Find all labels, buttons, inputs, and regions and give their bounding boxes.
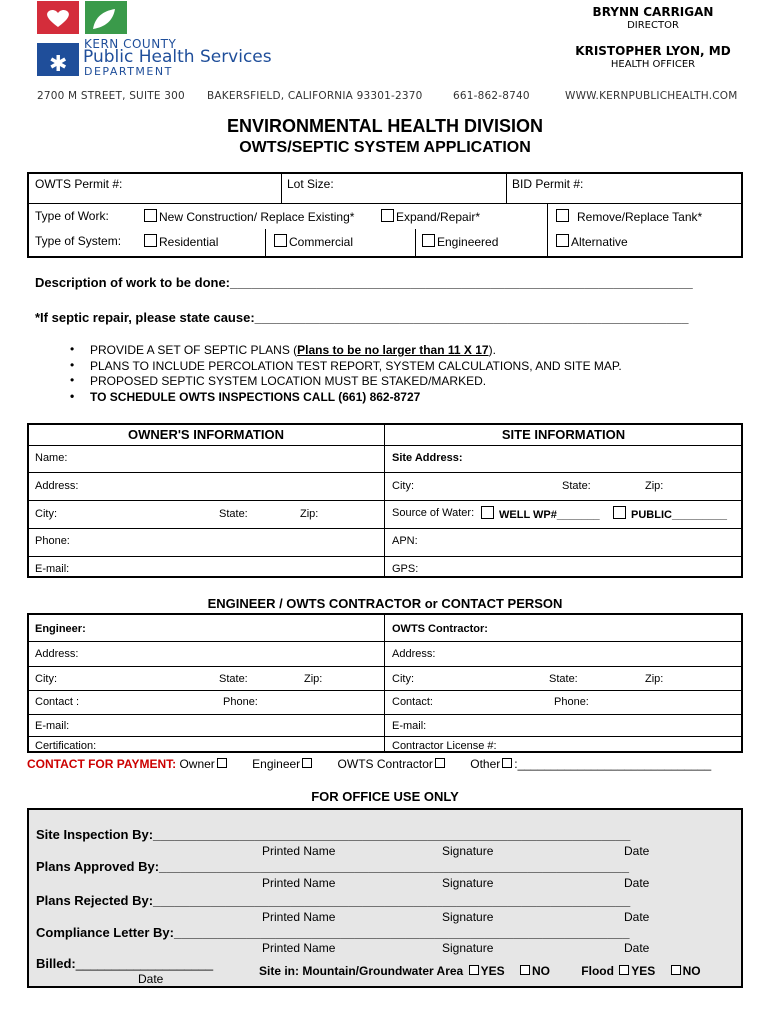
office-use-title: FOR OFFICE USE ONLY [311, 789, 459, 804]
plans-rejected-field[interactable]: Plans Rejected By:__________________________________________________________________ [36, 893, 631, 908]
checkbox-icon [144, 234, 157, 247]
owner-info-header: OWNER'S INFORMATION [128, 427, 284, 442]
logo-star-square [37, 43, 79, 76]
page-subtitle: OWTS/SEPTIC SYSTEM APPLICATION [239, 139, 531, 156]
engineer-contact-field[interactable]: Contact : [35, 696, 80, 708]
checkbox-icon [520, 965, 530, 975]
owner-zip-field[interactable]: Zip: [300, 508, 319, 520]
site-area-row [259, 964, 701, 978]
checkbox-icon [274, 234, 287, 247]
engineer-city-field[interactable]: City: [35, 673, 57, 685]
logo-leaf-square [85, 1, 127, 34]
logo-line3: DEPARTMENT [84, 65, 173, 78]
date-label: Date [624, 910, 650, 924]
engineer-address-field[interactable]: Address: [35, 648, 79, 660]
area-yes-checkbox[interactable]: YES [467, 964, 505, 978]
date-label: Date [624, 941, 650, 955]
engineer-phone-field[interactable]: Phone: [223, 696, 258, 708]
contractor-email-field[interactable]: E-mail: [392, 720, 427, 732]
work-expand-repair-checkbox[interactable]: Expand/Repair* [381, 209, 480, 224]
site-info-header: SITE INFORMATION [501, 427, 626, 442]
director-name: BRYNN CARRIGAN [592, 5, 714, 19]
certification-field[interactable]: Certification: [35, 740, 97, 752]
payment-other-checkbox[interactable]: Other :_____________________________ [470, 757, 712, 771]
checkbox-icon [435, 758, 445, 768]
gps-field[interactable]: GPS: [392, 563, 419, 575]
owner-phone-field[interactable]: Phone: [35, 535, 70, 547]
instructions-list [70, 343, 622, 405]
contractor-field[interactable]: OWTS Contractor: [392, 623, 488, 635]
owts-permit-field[interactable]: OWTS Permit #: [35, 177, 123, 191]
contractor-city-field[interactable]: City: [392, 673, 414, 685]
owner-state-field[interactable]: State: [219, 508, 248, 520]
list-item: • PROPOSED SEPTIC SYSTEM LOCATION MUST BE STAKED/MARKED. [70, 374, 622, 390]
engineer-box [27, 613, 743, 753]
type-of-system-label: Type of System: [35, 234, 122, 248]
type-of-work-label: Type of Work: [35, 209, 109, 223]
contractor-zip-field[interactable]: Zip: [645, 673, 664, 685]
checkbox-icon [302, 758, 312, 768]
flood-no-checkbox[interactable]: NO [669, 964, 701, 978]
payment-owner-checkbox[interactable]: Owner [179, 757, 228, 771]
system-engineered-checkbox[interactable]: Engineered [422, 234, 498, 249]
plans-approved-field[interactable]: Plans Approved By:_________________________________________________________________ [36, 859, 629, 874]
signature-label: Signature [442, 844, 494, 858]
site-zip-field[interactable]: Zip: [645, 480, 664, 492]
page-title: ENVIRONMENTAL HEALTH DIVISION [226, 116, 543, 136]
owner-name-field[interactable]: Name: [35, 452, 68, 464]
payment-contractor-checkbox[interactable]: OWTS Contractor [338, 757, 447, 771]
work-new-construction-checkbox[interactable]: New Construction/ Replace Existing* [144, 209, 354, 224]
flood-yes-checkbox[interactable]: YES [617, 964, 655, 978]
heart-icon [37, 1, 79, 34]
public-checkbox[interactable]: PUBLIC_________ [613, 506, 727, 521]
printed-name-label: Printed Name [262, 844, 336, 858]
checkbox-icon [619, 965, 629, 975]
engineer-field[interactable]: Engineer: [35, 623, 86, 635]
checkbox-icon [502, 758, 512, 768]
header-city: BAKERSFIELD, CALIFORNIA 93301-2370 [207, 90, 423, 102]
list-item: • PROVIDE A SET OF SEPTIC PLANS (Plans to be no larger than 11 X 17). [70, 343, 622, 359]
header-website: WWW.KERNPUBLICHEALTH.COM [565, 90, 738, 102]
leaf-icon [85, 1, 127, 34]
contractor-license-field[interactable]: Contractor License #: [392, 740, 497, 752]
checkbox-icon [469, 965, 479, 975]
logo-line1: KERN COUNTY [84, 37, 177, 51]
checkbox-icon [381, 209, 394, 222]
signature-label: Signature [442, 876, 494, 890]
owner-address-field[interactable]: Address: [35, 480, 79, 492]
area-no-checkbox[interactable]: NO [518, 964, 550, 978]
checkbox-icon [144, 209, 157, 222]
checkbox-icon [671, 965, 681, 975]
date-label: Date [624, 844, 650, 858]
owner-city-field[interactable]: City: [35, 508, 57, 520]
printed-name-label: Printed Name [262, 941, 336, 955]
director-title: DIRECTOR [627, 20, 679, 31]
signature-label: Signature [442, 941, 494, 955]
printed-name-label: Printed Name [262, 876, 336, 890]
svg-text:✱: ✱ [49, 52, 68, 76]
system-residential-checkbox[interactable]: Residential [144, 234, 218, 249]
payment-label: CONTACT FOR PAYMENT: [27, 757, 177, 771]
billed-field[interactable]: Billed:___________________ [36, 956, 214, 971]
checkbox-icon [217, 758, 227, 768]
site-area-label: Site in: Mountain/Groundwater Area [259, 964, 464, 978]
signature-label: Signature [442, 910, 494, 924]
compliance-letter-field[interactable]: Compliance Letter By:_______________________________________________________________ [36, 925, 630, 940]
contractor-state-field[interactable]: State: [549, 673, 578, 685]
checkbox-icon [422, 234, 435, 247]
star-of-life-icon [37, 43, 79, 76]
engineer-email-field[interactable]: E-mail: [35, 720, 70, 732]
officer-name: KRISTOPHER LYON, MD [575, 44, 731, 58]
contractor-address-field[interactable]: Address: [392, 648, 436, 660]
description-field[interactable]: Description of work to be done:________________________________________________________________ [35, 275, 693, 290]
source-of-water-label: Source of Water: [392, 507, 475, 519]
contractor-contact-field[interactable]: Contact: [392, 696, 433, 708]
office-use-box [27, 808, 743, 988]
checkbox-icon [613, 506, 626, 519]
list-item: • PLANS TO INCLUDE PERCOLATION TEST REPORT, SYSTEM CALCULATIONS, AND SITE MAP. [70, 359, 622, 375]
site-city-field[interactable]: City: [392, 480, 414, 492]
checkbox-icon [481, 506, 494, 519]
checkbox-icon [556, 209, 569, 222]
header-phone: 661-862-8740 [453, 90, 530, 102]
site-state-field[interactable]: State: [562, 480, 591, 492]
logo-line2: Public Health Services [83, 47, 272, 67]
well-checkbox[interactable]: WELL WP#_______ [481, 506, 600, 521]
engineer-zip-field[interactable]: Zip: [304, 673, 323, 685]
owner-email-field[interactable]: E-mail: [35, 563, 70, 575]
work-remove-replace-tank-checkbox[interactable]: Remove/Replace Tank* [556, 209, 702, 224]
payment-row [27, 757, 711, 771]
checkbox-icon [556, 234, 569, 247]
system-commercial-checkbox[interactable]: Commercial [274, 234, 353, 249]
site-address-field[interactable]: Site Address: [392, 452, 463, 464]
engineer-section-title: ENGINEER / OWTS CONTRACTOR or CONTACT PERSON [207, 596, 563, 611]
officer-title: HEALTH OFFICER [610, 59, 696, 70]
septic-cause-field[interactable]: *If septic repair, please state cause:____________________________________________________________ [35, 310, 689, 325]
date-label: Date [624, 876, 650, 890]
system-alternative-checkbox[interactable]: Alternative [556, 234, 628, 249]
lot-size-field[interactable]: Lot Size: [287, 177, 334, 191]
payment-engineer-checkbox[interactable]: Engineer [252, 757, 314, 771]
apn-field[interactable]: APN: [392, 535, 418, 547]
engineer-state-field[interactable]: State: [219, 673, 248, 685]
printed-name-label: Printed Name [262, 910, 336, 924]
header-address: 2700 M STREET, SUITE 300 [37, 90, 185, 102]
list-item: • TO SCHEDULE OWTS INSPECTIONS CALL (661) 862-8727 [70, 390, 622, 406]
billed-date-label: Date [138, 972, 164, 986]
contractor-phone-field[interactable]: Phone: [554, 696, 589, 708]
logo-heart-square [37, 1, 79, 34]
site-inspection-field[interactable]: Site Inspection By:__________________________________________________________________ [36, 827, 631, 842]
flood-label: Flood [581, 964, 614, 978]
bid-permit-field[interactable]: BID Permit #: [512, 177, 584, 191]
